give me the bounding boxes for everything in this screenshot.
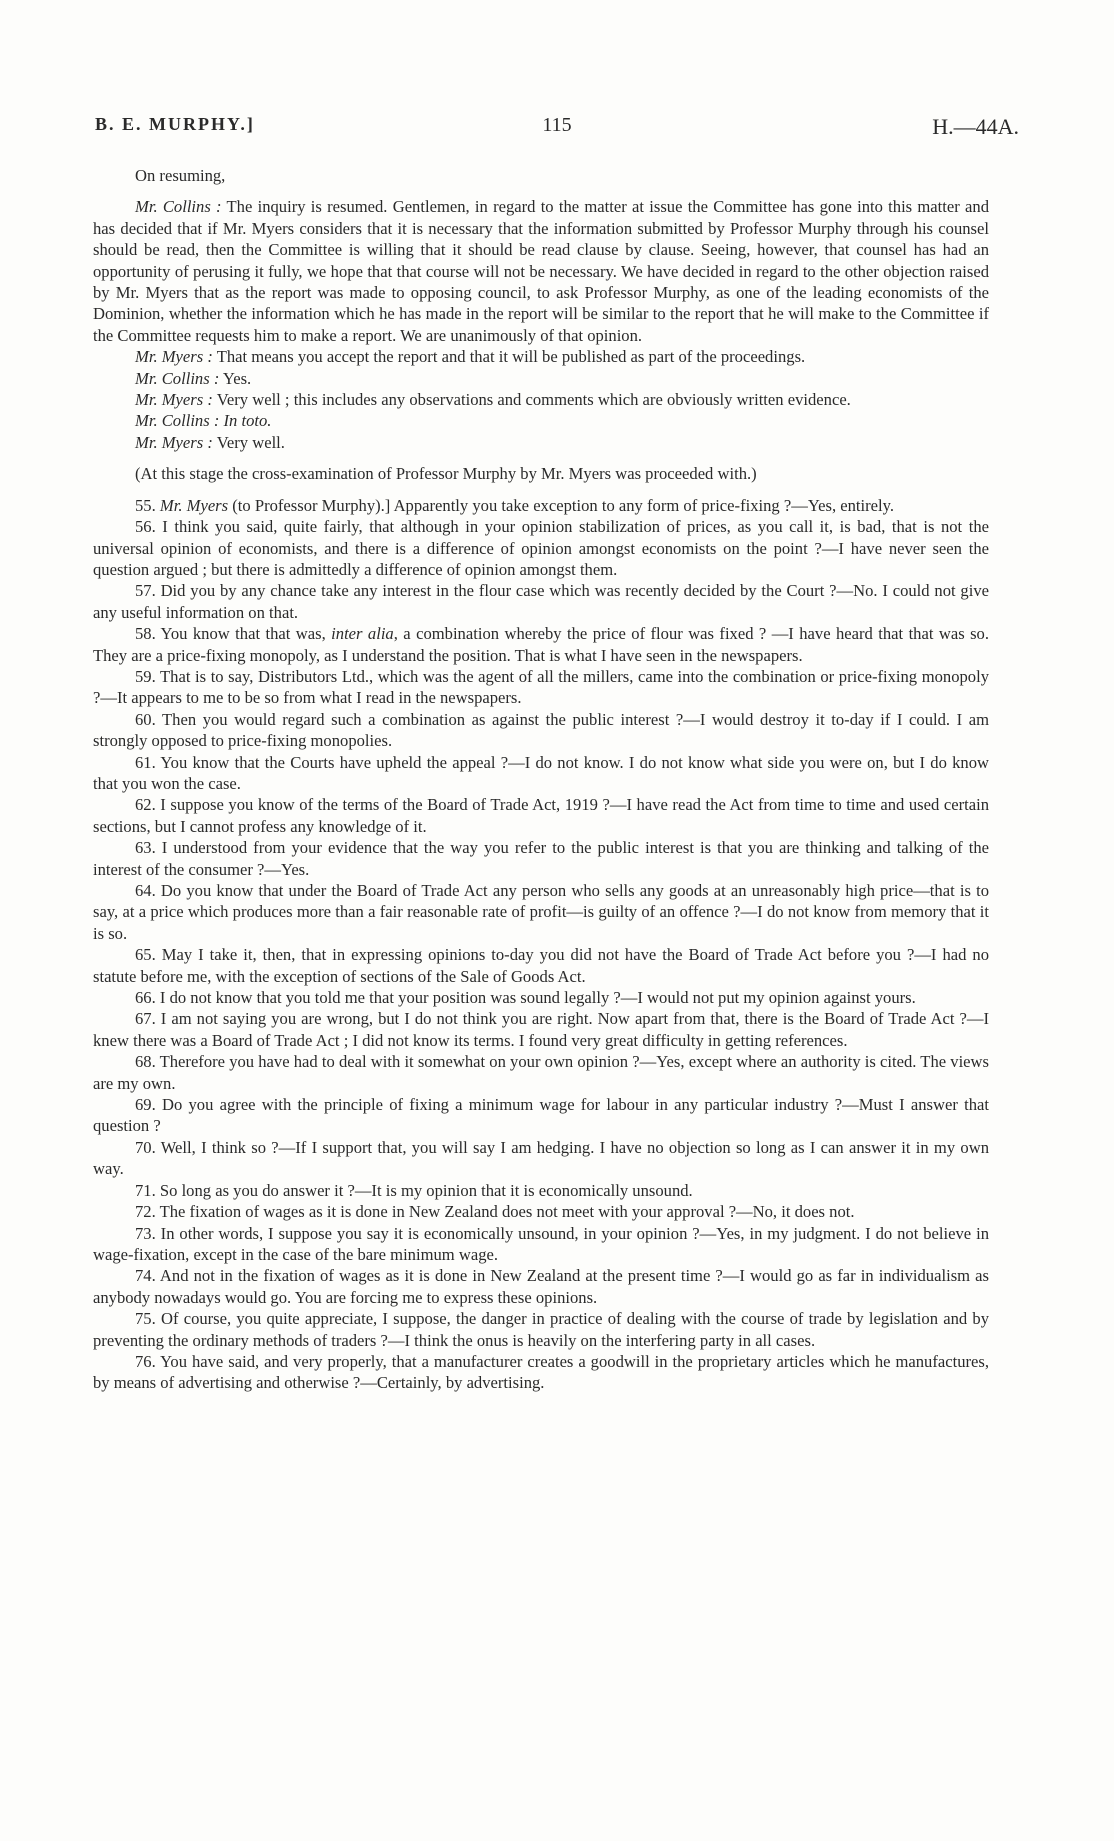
statement-collins-3 xyxy=(93,410,989,431)
question-60: 60. Then you would regard such a combination as against the public interest ?—I would destroy it to-day if I could. I am strongly opposed to price-fixing monopolies. xyxy=(93,709,989,751)
question-70: 70. Well, I think so ?—If I support that, you will say I am hedging. I have no objection so long as I can answer it in my own way. xyxy=(93,1137,989,1179)
speaker-label: Mr. Myers : xyxy=(135,390,213,410)
question-59: 59. That is to say, Distributors Ltd., which was the agent of all the millers, came into the combination or price-fixing monopoly ?—It appears to me to be so from what I read in the newspapers. xyxy=(93,666,989,708)
question-75: 75. Of course, you quite appreciate, I suppose, the danger in practice of dealing with the course of trade by legislation and by preventing the ordinary methods of traders ?—I think the onus is heavily on the interfering party in all cases. xyxy=(93,1309,989,1350)
page-header xyxy=(95,114,1019,144)
question-55: 55. Mr. Myers (to Professor Murphy).] Apparently you take exception to any form of price-fixing ?—Yes, entirely. xyxy=(135,495,895,515)
question-66: 66. I do not know that you told me that your position was sound legally ?—I would not put my opinion against yours. xyxy=(135,988,916,1008)
statement-myers-3 xyxy=(93,432,989,453)
speaker-label: Mr. Myers : xyxy=(135,347,213,367)
statement-text: In toto. xyxy=(219,411,272,431)
resuming-line: On resuming, xyxy=(135,166,226,185)
statement-text: Very well ; this includes any observations and comments which are obviously written evidence. xyxy=(212,390,851,410)
statement-text: That means you accept the report and that it will be published as part of the proceedings. xyxy=(212,347,806,367)
question-69: 69. Do you agree with the principle of fixing a minimum wage for labour in any particular industry ?—Must I answer that question ? xyxy=(93,1095,989,1136)
question-76: 76. You have said, and very properly, that a manufacturer creates a goodwill in the proprietary articles which he manufactures, by means of advertising and otherwise ?—Certainly, by advertising. xyxy=(93,1351,989,1393)
question-74: 74. And not in the fixation of wages as it is done in New Zealand at the present time ?—I would go as far in individualism as anybody nowadays would go. You are forcing me to express these opinions. xyxy=(93,1266,989,1307)
question-68: 68. Therefore you have had to deal with it somewhat on your own opinion ?—Yes, except where an authority is cited. The views are my own. xyxy=(93,1052,989,1093)
transcript-body xyxy=(93,165,989,1394)
question-56: 56. I think you said, quite fairly, that although in your opinion stabilization of prices, as you call it, is bad, that is not the universal opinion of economists, and there is a difference of opinion amongst economists on the point ?—I have never seen the question argued ; but there is admittedly a difference of opinion amongst them. xyxy=(93,517,989,579)
statement-collins-2 xyxy=(93,368,989,389)
question-57: 57. Did you by any chance take any interest in the flour case which was recently decided by the Court ?—No. I could not give any useful information on that. xyxy=(93,581,989,622)
statement-myers-2 xyxy=(93,389,989,410)
statement-text: Yes. xyxy=(219,368,252,388)
statement-text: Very well. xyxy=(212,432,285,452)
stage-direction: (At this stage the cross-examination of Professor Murphy by Mr. Myers was proceeded with.) xyxy=(135,464,757,484)
question-61: 61. You know that the Courts have upheld the appeal ?—I do not know. I do not know what side you were on, but I do know that you won the case. xyxy=(93,752,989,793)
question-72: 72. The fixation of wages as it is done in New Zealand does not meet with your approval ?—No, it does not. xyxy=(135,1202,855,1222)
question-65: 65. May I take it, then, that in expressing opinions to-day you did not have the Board of Trade Act before you ?—I had no statute before me, with the exception of sections of the Sale of Goods Act. xyxy=(93,945,989,986)
speaker-label: Mr. Myers xyxy=(159,495,229,515)
speaker-label: Mr. Collins : xyxy=(135,411,220,431)
question-62: 62. I suppose you know of the terms of the Board of Trade Act, 1919 ?—I have read the Act from time to time and used certain sections, but I cannot profess any knowledge of it. xyxy=(93,795,989,836)
speaker-label: Mr. Collins : xyxy=(135,368,220,388)
speaker-label: Mr. Collins : xyxy=(135,197,222,217)
statement-text: The inquiry is resumed. Gentlemen, in regard to the matter at issue the Committee has gone into this matter and has decided that if Mr. Myers considers that it is necessary that the information submitted by Professor Murphy through his counsel should be read, then the Committee is willing that it should be read clause by clause. Seeing, however, that counsel has had an opportunity of perusing it fully, we hope that that course will not be necessary. We have decided in regard to the other objection raised by Mr. Myers that as the report was made to opposing council, to ask Professor Murphy, as one of the leading economists of the Dominion, whether the information which he has made in the report will be similar to the report that he will make to the Committee if the Committee requests him to make a report. We are unanimously of that opinion. xyxy=(93,197,989,345)
header-witness-name: B. E. MURPHY.] xyxy=(95,114,255,134)
question-58: 58. You know that that was, inter alia, a combination whereby the price of flour was fixed ? —I have heard that that was so. They are a price-fixing monopoly, as I understand the position. That is what I have seen in the newspapers. xyxy=(93,624,989,665)
statement-collins-1 xyxy=(93,196,989,346)
question-71: 71. So long as you do answer it ?—It is my opinion that it is economically unsound. xyxy=(135,1180,693,1200)
question-67: 67. I am not saying you are wrong, but I do not think you are right. Now apart from that, there is the Board of Trade Act ?—I knew there was a Board of Trade Act ; I did not know its terms. I found very great difficulty in getting references. xyxy=(93,1009,989,1050)
speaker-label: Mr. Myers : xyxy=(135,432,213,452)
page-number: 115 xyxy=(542,114,572,136)
question-63: 63. I understood from your evidence that the way you refer to the public interest is that you are thinking and talking of the interest of the consumer ?—Yes. xyxy=(93,838,989,879)
question-64: 64. Do you know that under the Board of Trade Act any person who sells any goods at an unreasonably high price—that is to say, at a price which produces more than a fair reasonable rate of profit—is guilty of an offence ?—I do not know from memory that it is so. xyxy=(93,881,989,943)
question-73: 73. In other words, I suppose you say it is economically unsound, in your opinion ?—Yes, in my judgment. I do not believe in wage-fixation, except in the case of the bare minimum wage. xyxy=(93,1223,989,1264)
statement-myers-1 xyxy=(93,346,989,367)
document-reference: H.—44A. xyxy=(932,114,1019,139)
